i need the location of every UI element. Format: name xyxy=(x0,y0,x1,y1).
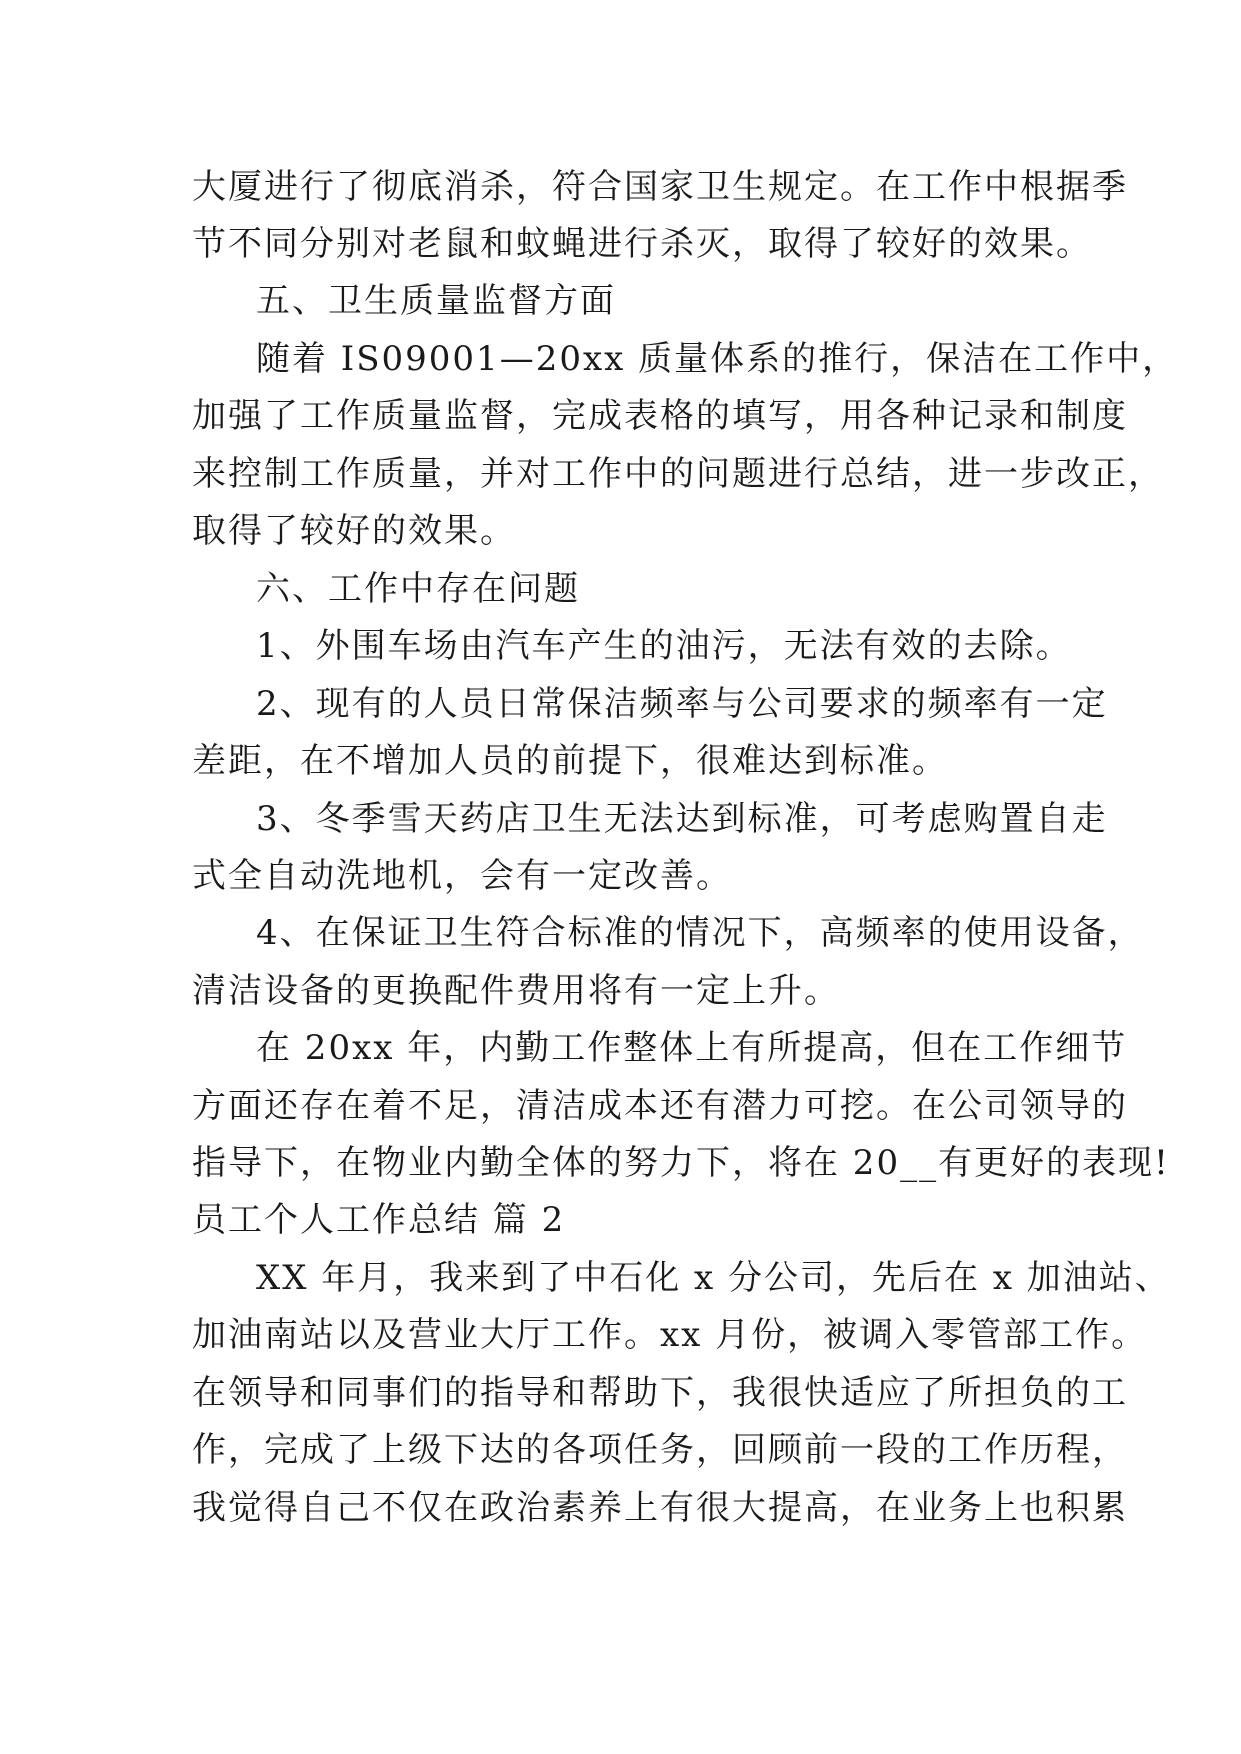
text-line: 指导下，在物业内勤全体的努力下，将在 20__有更好的表现! xyxy=(192,1143,1170,1183)
section-heading: 六、工作中存在问题 xyxy=(256,569,580,609)
text-line: 在 20xx 年，内勤工作整体上有所提高，但在工作细节 xyxy=(256,1028,1128,1068)
text-line: XX 年月，我来到了中石化 x 分公司，先后在 x 加油站、 xyxy=(256,1258,1171,1298)
section-heading: 五、卫生质量监督方面 xyxy=(256,281,616,321)
text-line: 作，完成了上级下达的各项任务，回顾前一段的工作历程， xyxy=(192,1430,1128,1470)
text-line: 清洁设备的更换配件费用将有一定上升。 xyxy=(192,971,840,1011)
text-line: 方面还存在着不足，清洁成本还有潜力可挖。在公司领导的 xyxy=(192,1086,1128,1126)
text-line: 在领导和同事们的指导和帮助下，我很快适应了所担负的工 xyxy=(192,1373,1128,1413)
text-line: 取得了较好的效果。 xyxy=(192,511,516,551)
list-item: 4、在保证卫生符合标准的情况下，高频率的使用设备， xyxy=(256,913,1144,953)
text-line: 节不同分别对老鼠和蚊蝇进行杀灭，取得了较好的效果。 xyxy=(192,224,1092,264)
text-line: 来控制工作质量，并对工作中的问题进行总结，进一步改正， xyxy=(192,454,1164,494)
text-line: 加油南站以及营业大厅工作。xx 月份，被调入零管部工作。 xyxy=(192,1315,1148,1355)
text-line: 随着 IS09001—20xx 质量体系的推行，保洁在工作中， xyxy=(256,339,1179,379)
text-line: 大厦进行了彻底消杀，符合国家卫生规定。在工作中根据季 xyxy=(192,167,1128,207)
text-line: 我觉得自己不仅在政治素养上有很大提高，在业务上也积累 xyxy=(192,1488,1128,1528)
text-line: 差距，在不增加人员的前提下，很难达到标准。 xyxy=(192,741,948,781)
article-title: 员工个人工作总结 篇 2 xyxy=(192,1200,566,1240)
text-line: 式全自动洗地机，会有一定改善。 xyxy=(192,856,732,896)
text-line: 加强了工作质量监督，完成表格的填写，用各种记录和制度 xyxy=(192,396,1128,436)
list-item: 2、现有的人员日常保洁频率与公司要求的频率有一定 xyxy=(256,684,1108,724)
list-item: 1、外围车场由汽车产生的油污，无法有效的去除。 xyxy=(256,626,1072,666)
list-item: 3、冬季雪天药店卫生无法达到标准，可考虑购置自走 xyxy=(256,799,1108,839)
